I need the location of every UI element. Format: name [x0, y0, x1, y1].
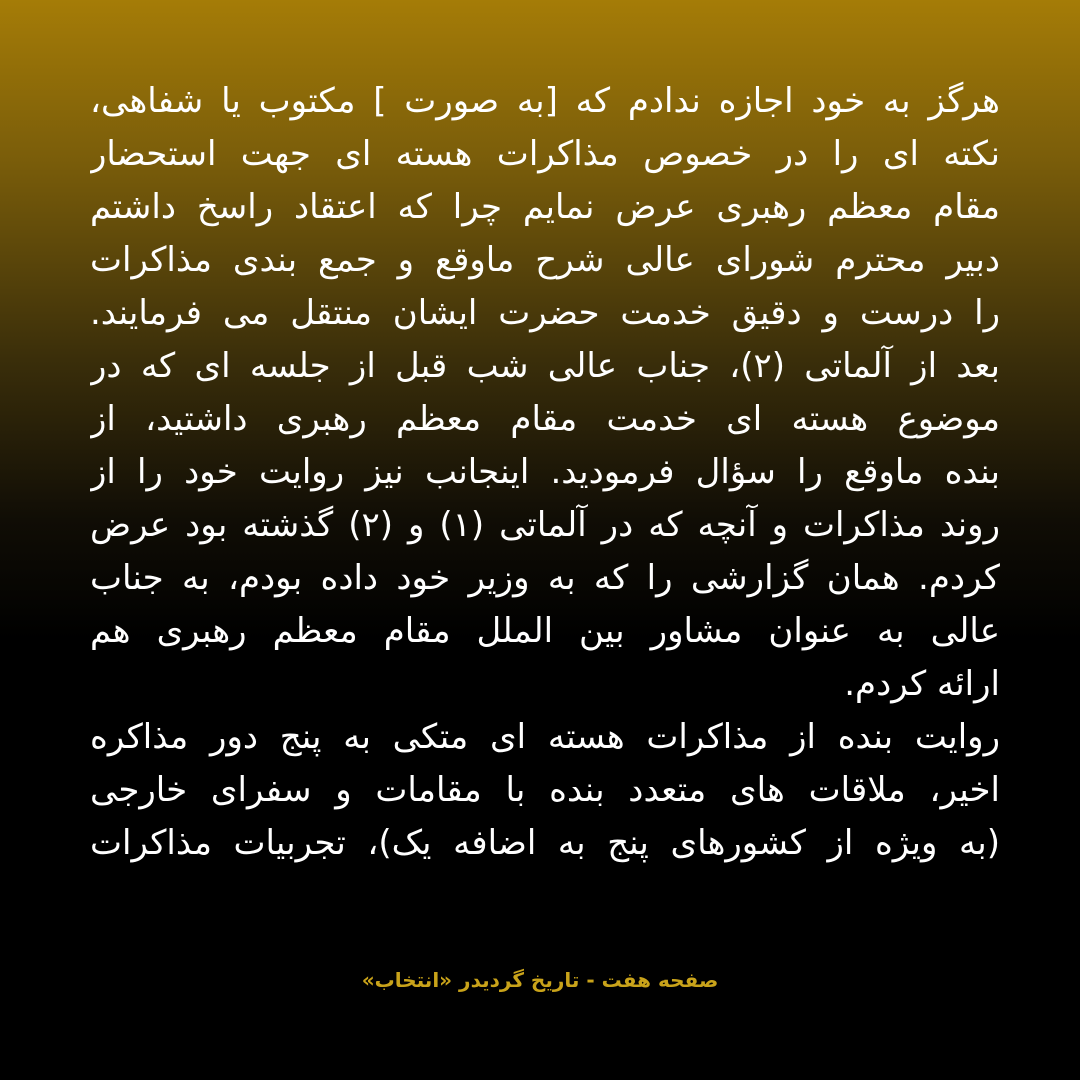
text-line: بنده ماوقع را سؤال فرمودید. اینجانب نیز روایت خود را از — [90, 452, 1000, 492]
text-line: دبیر محترم شورای عالی شرح ماوقع و جمع بندی مذاکرات — [90, 240, 1000, 280]
text-line: بعد از آلماتی (۲)، جناب عالی شب قبل از جلسه ای که در — [90, 346, 1000, 386]
text-line: (به ویژه از کشورهای پنج به اضافه یک)، تجربیات مذاکرات — [90, 823, 1000, 863]
text-line: را درست و دقیق خدمت حضرت ایشان منتقل می فرمایند. — [90, 293, 1000, 333]
text-line: عالی به عنوان مشاور بین الملل مقام معظم رهبری هم — [90, 611, 1000, 651]
text-line: روند مذاکرات و آنچه که در آلماتی (۱) و (۲) گذشته بود عرض — [90, 505, 1000, 545]
footer-caption: صفحه هفت - تاریخ گردیدر «انتخاب» — [361, 968, 719, 992]
text-line: ارائه کردم. — [844, 664, 1000, 704]
text-line: روایت بنده از مذاکرات هسته ای متکی به پنج دور مذاکره — [90, 717, 1000, 757]
text-line: هرگز به خود اجازه ندادم که [به صورت ] مکتوب یا شفاهی، — [90, 81, 1000, 121]
body-text — [90, 75, 1000, 870]
text-line: نکته ای را در خصوص مذاکرات هسته ای جهت استحضار — [90, 134, 1000, 174]
text-line: کردم. همان گزارشی را که به وزیر خود داده بودم، به جناب — [90, 558, 1000, 598]
text-line: مقام معظم رهبری عرض نمایم چرا که اعتقاد راسخ داشتم — [90, 187, 1000, 227]
text-line: موضوع هسته ای خدمت مقام معظم رهبری داشتید، از — [90, 399, 1000, 439]
text-line: اخیر، ملاقات های متعدد بنده با مقامات و سفرای خارجی — [90, 770, 1000, 810]
